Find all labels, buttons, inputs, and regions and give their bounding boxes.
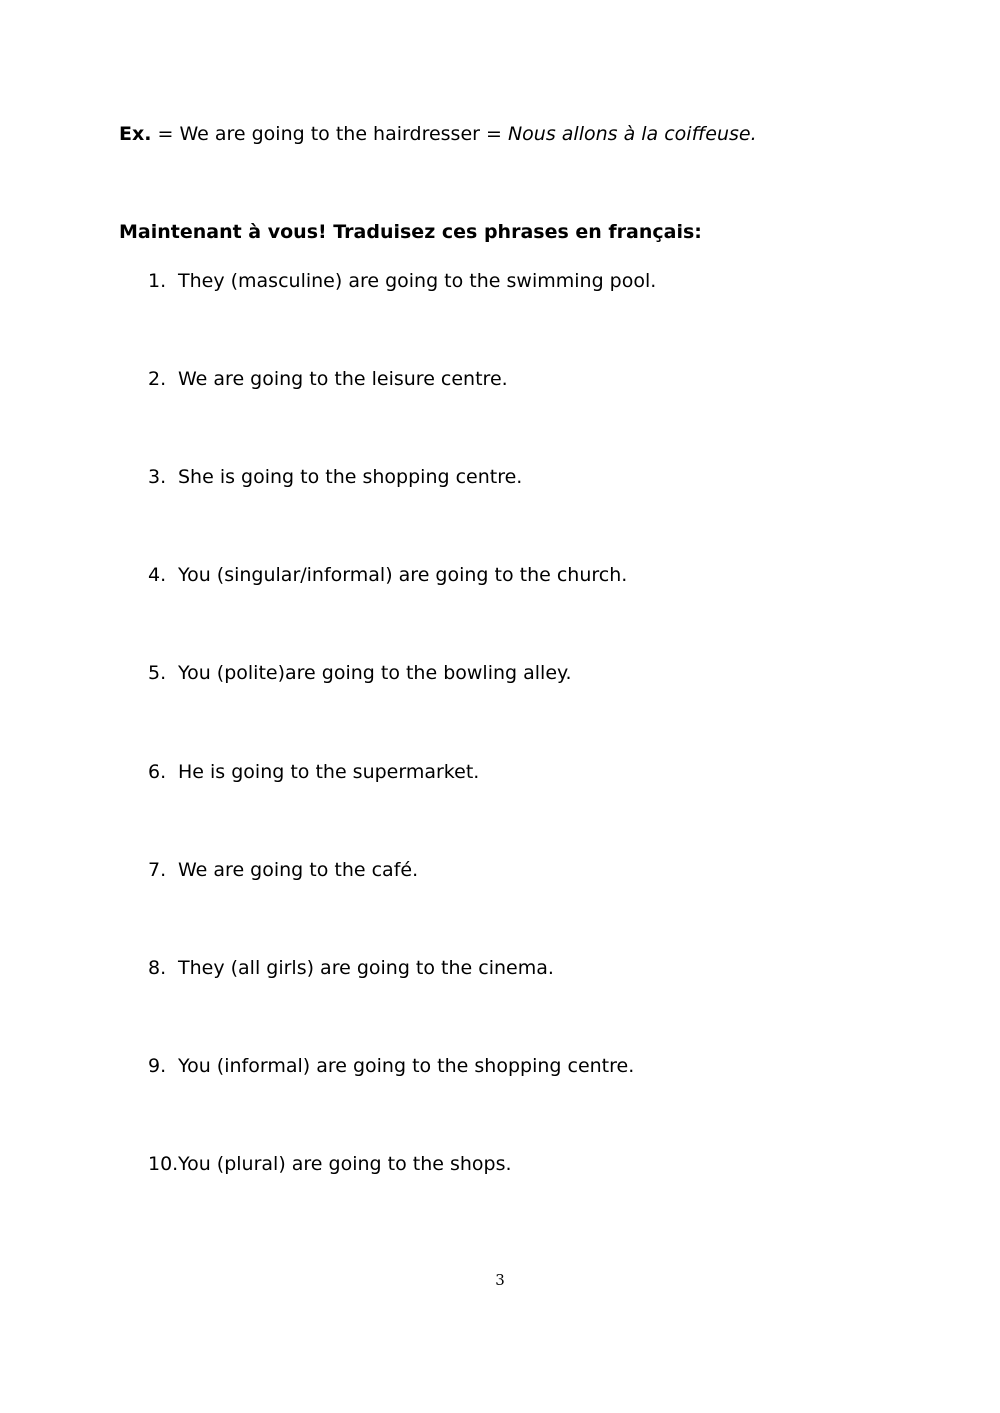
item-text: We are going to the café. [178,859,419,881]
item-number: 6. [148,761,167,783]
item-text: They (masculine) are going to the swimming pool. [178,270,657,292]
example-label: Ex. [119,123,152,145]
exercise-item [148,955,554,981]
item-number: 4. [148,564,167,586]
exercise-item [148,857,418,883]
exercise-item [148,562,627,588]
item-text: They (all girls) are going to the cinema. [178,957,554,979]
example-separator-2: = [479,123,508,145]
item-number: 10. [148,1153,179,1175]
instruction-heading: Maintenant à vous! Traduisez ces phrases en français: [119,221,702,243]
exercise-item [148,759,479,785]
exercise-item [148,268,656,294]
item-text: He is going to the supermarket. [178,761,480,783]
item-number: 5. [148,662,167,684]
exercise-item [148,660,572,686]
item-number: 3. [148,466,167,488]
example-french: Nous allons à la coiffeuse. [507,123,757,145]
exercise-item [148,366,508,392]
example-english: We are going to the hairdresser [179,123,480,145]
item-text: She is going to the shopping centre. [178,466,523,488]
example-sentence [119,121,757,147]
page-number: 3 [495,1271,505,1289]
item-text: You (polite)are going to the bowling alley. [178,662,572,684]
item-text: We are going to the leisure centre. [178,368,508,390]
exercise-item [148,1151,512,1177]
exercise-item [148,464,522,490]
item-number: 2. [148,368,167,390]
example-separator-1: = [151,123,180,145]
item-text: You (plural) are going to the shops. [178,1153,512,1175]
item-text: You (singular/informal) are going to the church. [178,564,628,586]
item-number: 7. [148,859,167,881]
item-text: You (informal) are going to the shopping centre. [178,1055,635,1077]
item-number: 1. [148,270,167,292]
exercise-item [148,1053,634,1079]
item-number: 9. [148,1055,167,1077]
item-number: 8. [148,957,167,979]
